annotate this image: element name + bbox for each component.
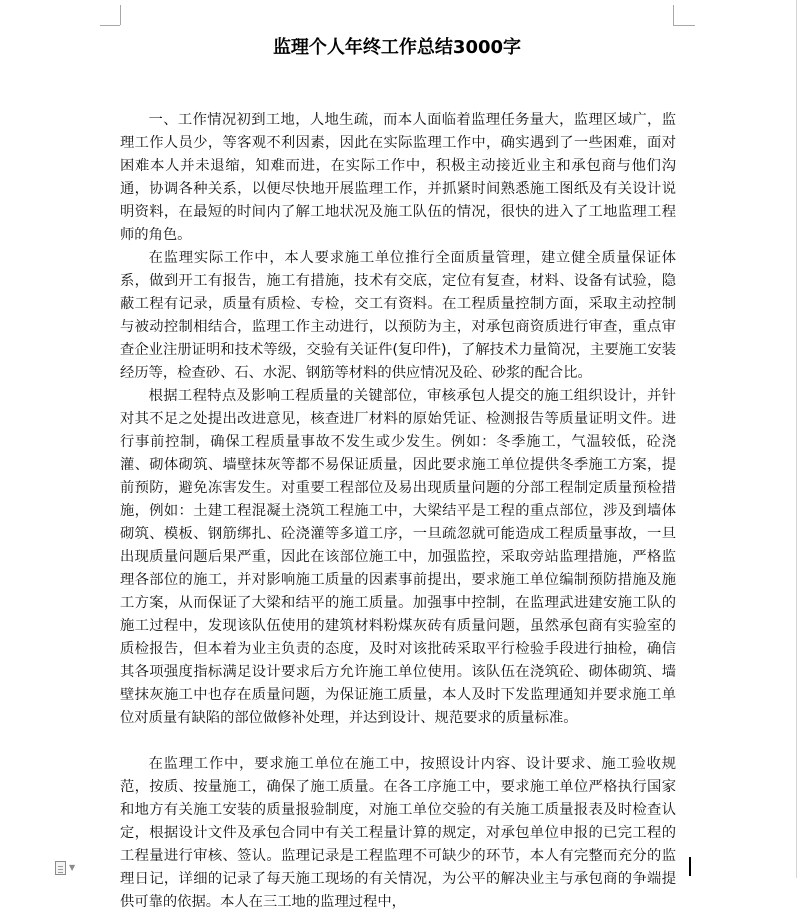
page-nav-widget[interactable] xyxy=(55,860,75,876)
crop-mark-top-right-vertical xyxy=(673,5,674,25)
document-icon xyxy=(55,861,66,875)
document-title[interactable]: 监理个人年终工作总结3000字 xyxy=(272,37,522,58)
crop-mark-top-left-horizontal xyxy=(100,25,120,26)
text-cursor xyxy=(689,857,691,876)
paragraph-4[interactable]: 在监理工作中，要求施工单位在施工中，按照设计内容、设计要求、施工验收规范，按质、按量施工，确保了施工质量。在各工序施工中，要求施工单位严格执行国家和地方有关施工安装的质量报验制度，对施工单位交验的有关施工质量报表及时检查认定，根据设计文件及承包合同中有关工程量计算的规定，对承包单位申报的已完工程的工程量进行审核、签认。监理记录是工程监理不可缺少的环节，本人有完整而充分的监理日记，详细的记录了每天施工现场的有关情况，为公平的解决业主与承包商的争端提供可靠的依据。本人在三工地的监理过程中， xyxy=(120,756,676,910)
paragraph-3[interactable]: 根据工程特点及影响工程质量的关键部位，审核承包人提交的施工组织设计，并针对其不足之处提出改进意见，核查进厂材料的原始凭证、检测报告等质量证明文件。进行事前控制，确保工程质量事故不发生或少发生。例如：冬季施工，气温较低，砼浇灌、砌体砌筑、墙壁抹灰等都不易保证质量，因此要求施工单位提供冬季施工方案，提前预防，避免冻害发生。对重要工程部位及易出现质量问题的分部工程制定质量预检措施，例如：土建工程混凝土浇筑工程施工中，大梁结平是工程的重点部位，涉及到墙体砌筑、模板、钢筋绑扎、砼浇灌等多道工序，一旦疏忽就可能造成工程质量事故，一旦出现质量问题后果严重，因此在该部位施工中，加强监控，采取旁站监理措施，严格监理各部位的施工，并对影响施工质量的因素事前提出，要求施工单位编制预防措施及施工方案，从而保证了大梁和结平的施工质量。加强事中控制，在监理武进建安施工队的施工过程中，发现该队伍使用的建筑材料粉煤灰砖有质量问题，虽然承包商有实验室的质检报告，但本着为业主负责的态度，及时对该批砖采取平行检验手段进行抽检，确信其各项强度指标满足设计要求后方允许施工单位使用。该队伍在浇筑砼、砌体砌筑、墙壁抹灰施工中也存在质量问题，为保证施工质量，本人及时下发监理通知并要求施工单位对质量有缺陷的部位做修补处理，并达到设计、规范要求的质量标准。 xyxy=(120,388,676,726)
paragraph-2[interactable]: 在监理实际工作中，本人要求施工单位推行全面质量管理，建立健全质量保证体系，做到开工有报告，施工有措施，技术有交底，定位有复查，材料、设备有试验，隐蔽工程有记录，质量有质检、专检，交工有资料。在工程质量控制方面，采取主动控制与被动控制相结合，监理工作主动进行，以预防为主，对承包商资质进行审查，重点审查企业注册证明和技术等级，交验有关证件(复印件)，了解技术力量简况，主要施工安装经历等，检查砂、石、水泥、钢筋等材料的供应情况及砼、砂浆的配合比。 xyxy=(120,250,676,381)
chevron-down-icon: ▼ xyxy=(69,863,76,872)
paragraph-1[interactable]: 一、工作情况初到工地，人地生疏，而本人面临着监理任务量大，监理区域广，监理工作人员少，等客观不利因素，因此在实际监理工作中，确实遇到了一些困难，面对困难本人并未退缩，知难而进，在实际工作中，积极主动接近业主和承包商与他们沟通，协调各种关系，以便尽快地开展监理工作，并抓紧时间熟悉施工图纸及有关设计说明资料，在最短的时间内了解工地状况及施工队伍的情况，很快的进入了工地监理工程师的角色。 xyxy=(120,112,676,243)
document-body[interactable] xyxy=(120,109,676,914)
crop-mark-top-left-vertical xyxy=(120,5,121,25)
crop-mark-top-right-horizontal xyxy=(673,25,695,26)
